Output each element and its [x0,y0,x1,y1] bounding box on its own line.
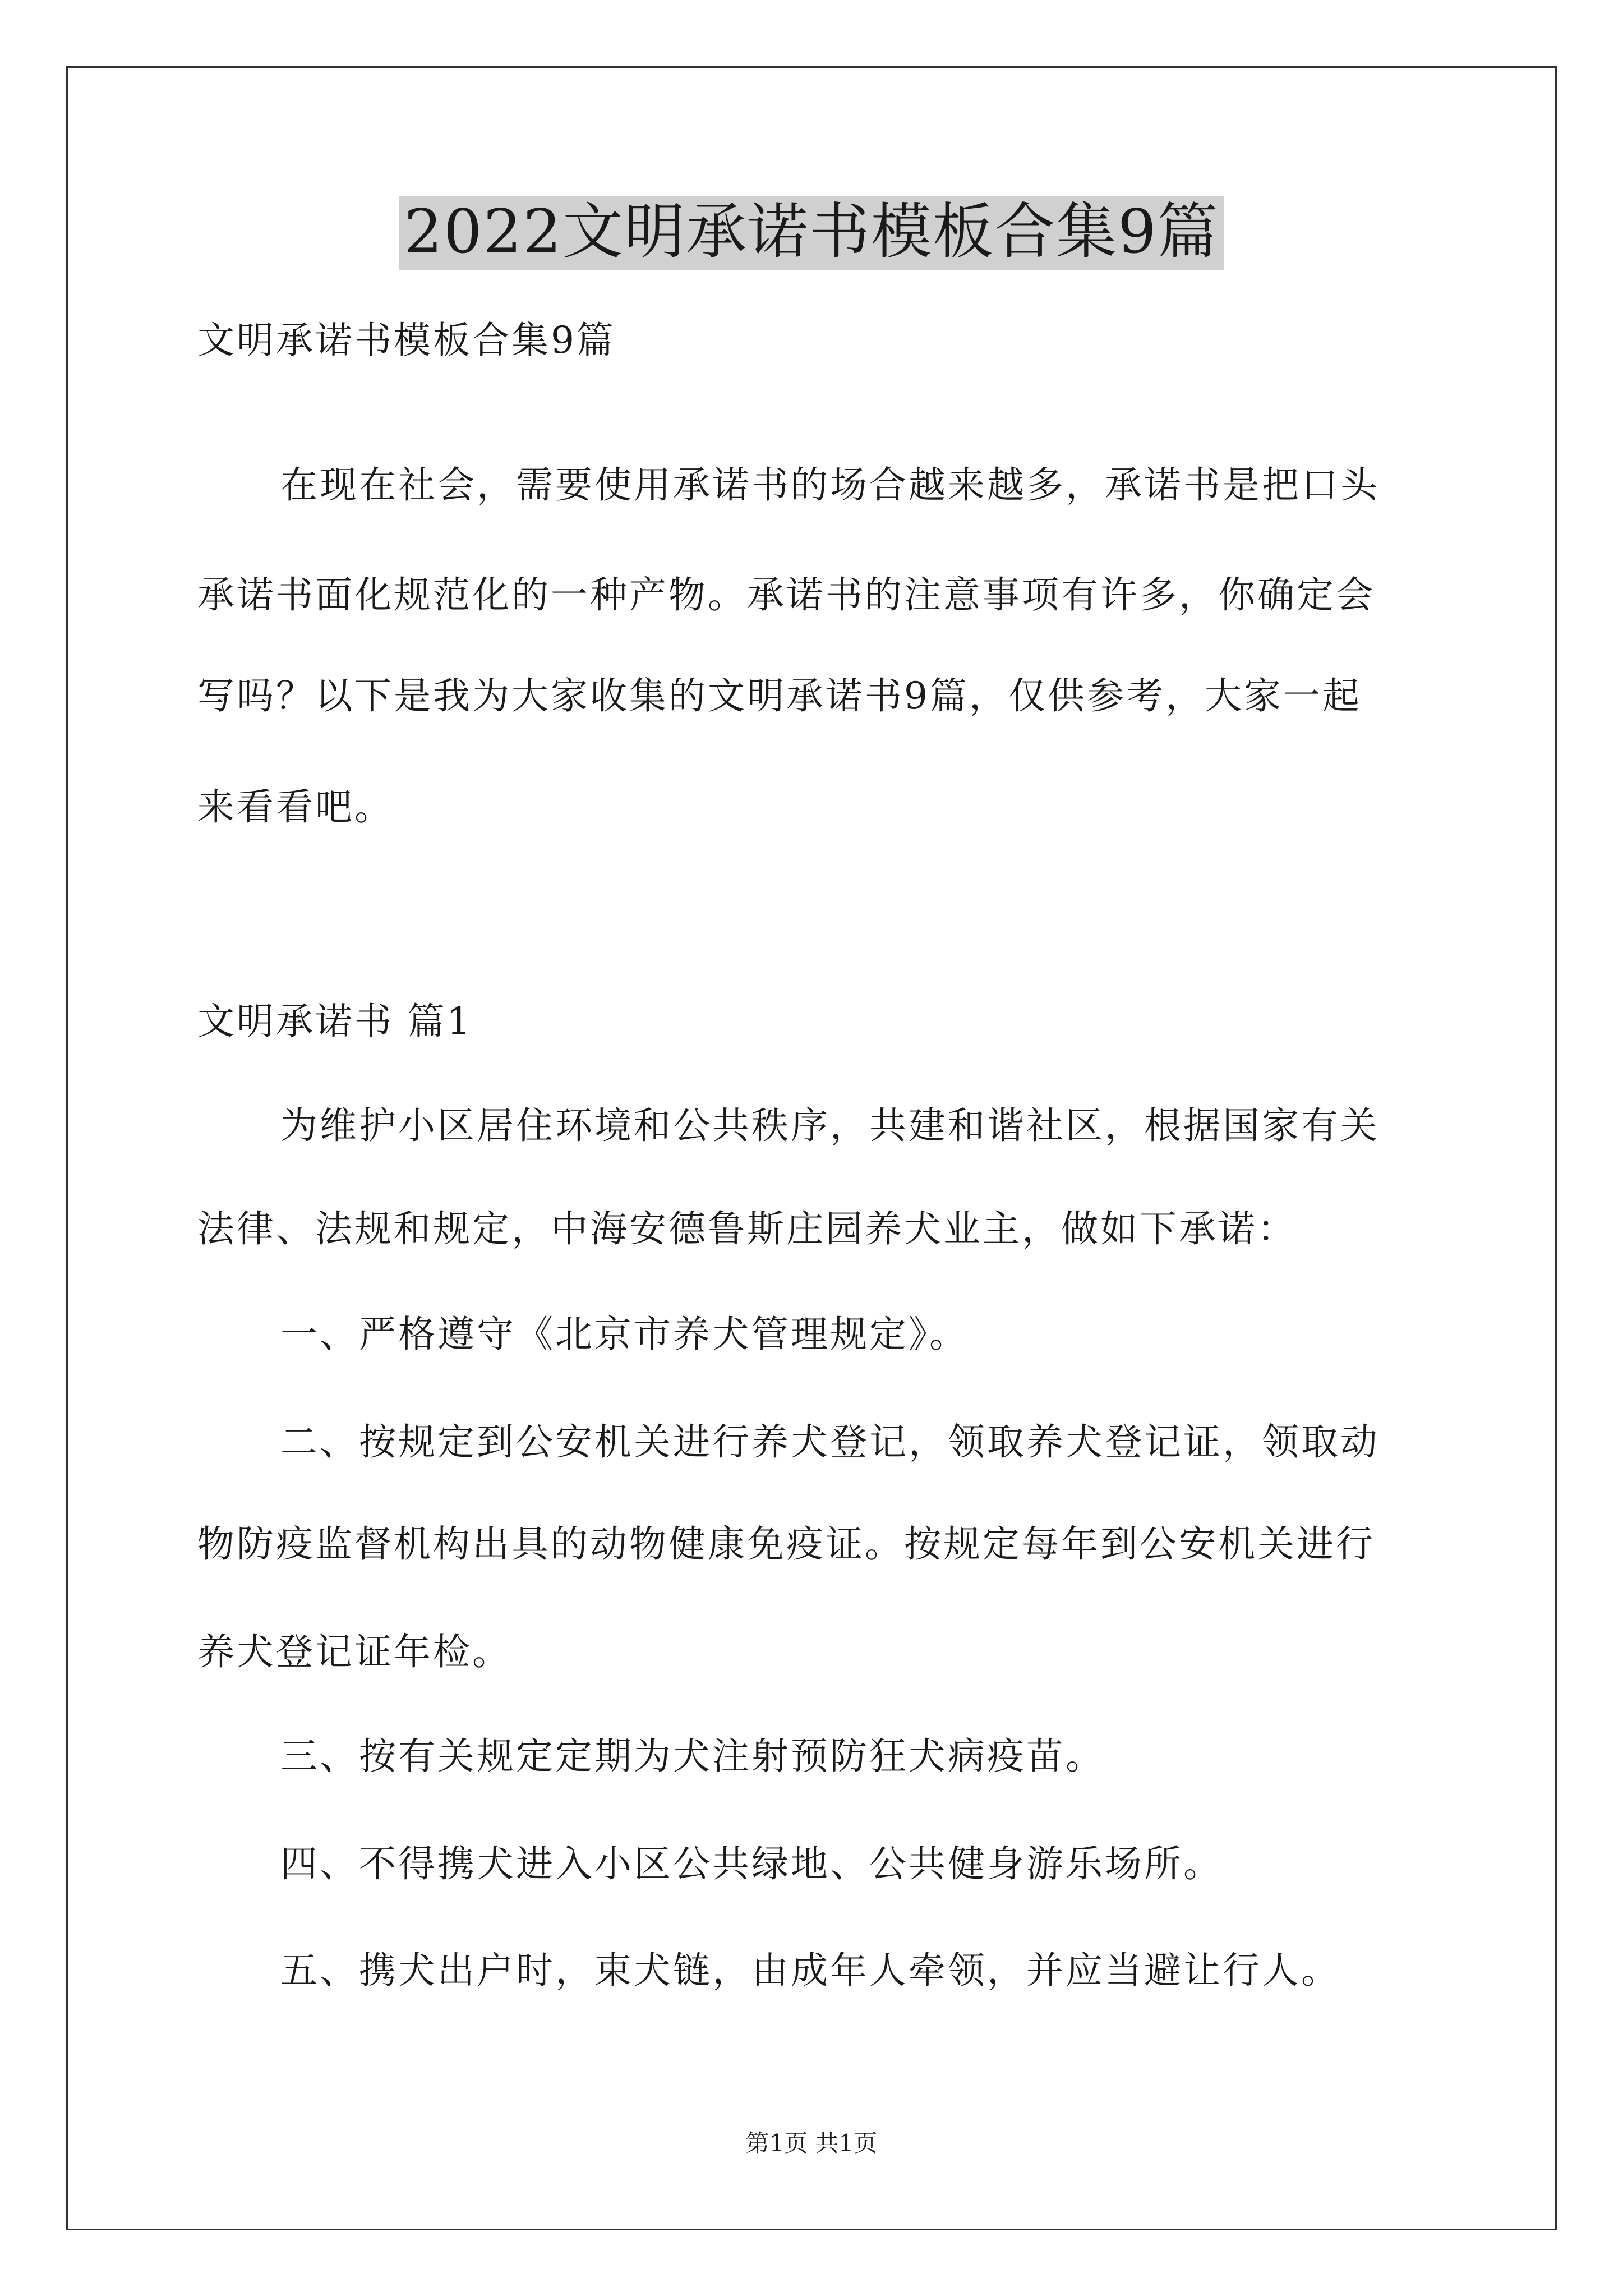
intro-paragraph-line: 承诺书面化规范化的一种产物。承诺书的注意事项有许多，你确定会 [197,573,1375,616]
body-paragraph-line: 物防疫监督机构出具的动物健康免疫证。按规定每年到公安机关进行 [197,1522,1375,1566]
subtitle-line: 文明承诺书模板合集9篇 [197,319,616,362]
page-border [66,66,1557,2230]
body-paragraph-line: 四、不得携犬进入小区公共绿地、公共健身游乐场所。 [280,1842,1223,1885]
document-title [0,196,1623,270]
body-paragraph-line: 五、携犬出户时，束犬链，由成年人牵领，并应当避让行人。 [280,1949,1340,1992]
body-paragraph-line: 养犬登记证年检。 [197,1630,511,1673]
document-title-text: 2022文明承诺书模板合集9篇 [399,196,1224,270]
body-paragraph-line: 一、严格遵守《北京市养犬管理规定》。 [280,1313,969,1356]
body-paragraph-line: 二、按规定到公安机关进行养犬登记，领取养犬登记证，领取动 [280,1420,1380,1464]
section-heading: 文明承诺书 篇1 [197,1000,473,1043]
intro-paragraph-line: 来看看吧。 [197,785,394,829]
body-paragraph-line: 三、按有关规定定期为犬注射预防狂犬病疫苗。 [280,1734,1105,1778]
intro-paragraph-line: 写吗？以下是我为大家收集的文明承诺书9篇，仅供参考，大家一起 [197,674,1362,717]
page-footer: 第1页 共1页 [745,2129,878,2157]
body-paragraph-line: 为维护小区居住环境和公共秩序，共建和谐社区，根据国家有关 [280,1104,1380,1147]
intro-paragraph-line: 在现在社会，需要使用承诺书的场合越来越多，承诺书是把口头 [280,463,1380,507]
body-paragraph-line: 法律、法规和规定，中海安德鲁斯庄园养犬业主，做如下承诺： [197,1207,1297,1250]
